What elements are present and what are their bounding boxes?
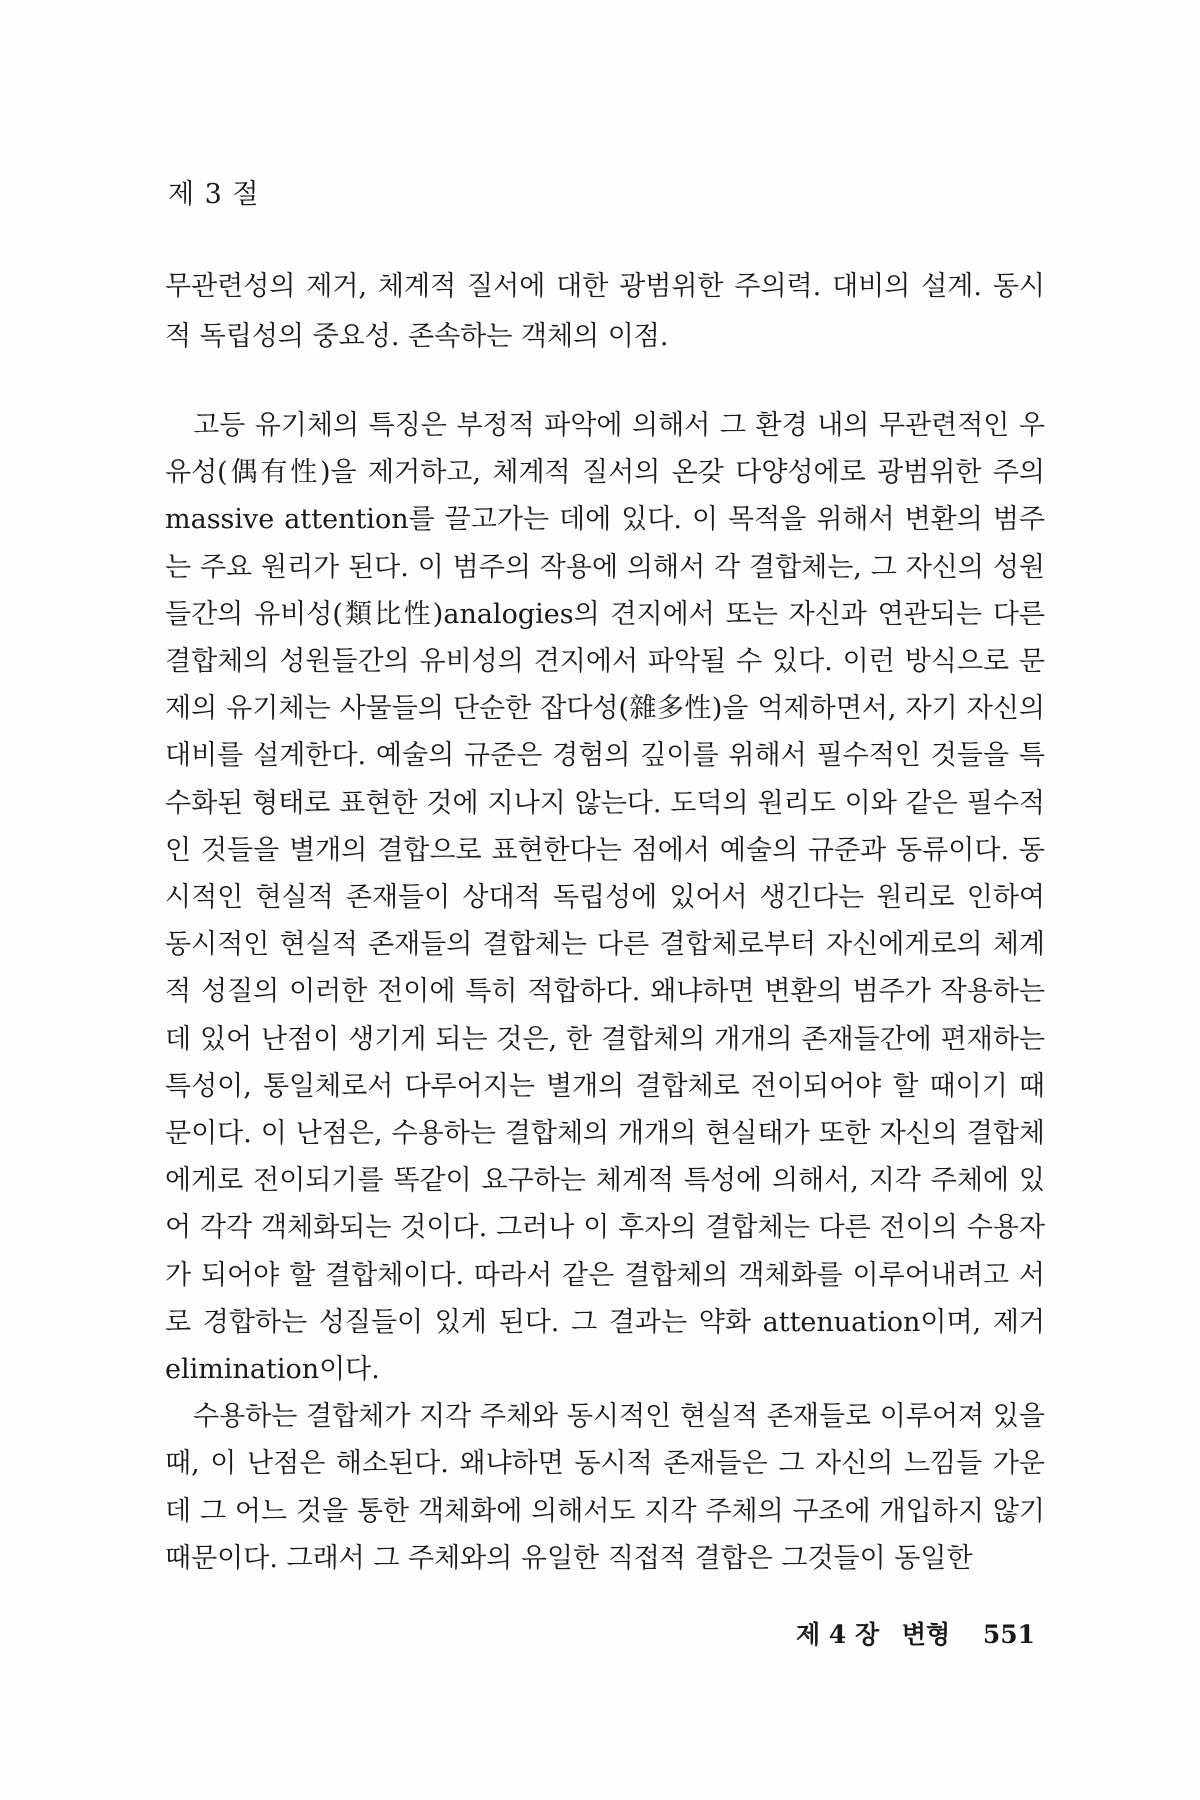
section-heading: 제 3 절 xyxy=(168,179,260,210)
page-number: 551 xyxy=(982,1620,1036,1649)
paragraph-1: 고등 유기체의 특징은 부정적 파악에 의해서 그 환경 내의 무관련적인 우유성(偶有性)을 제거하고, 체계적 질서의 온갖 다양성에로 광범위한 주의 massive attention를 끌고가는 데에 있다. 이 목적을 위해서 변환의 범주는 주요 원리가 된다. 이 범주의 작용에 의해서 각 결합체는, 그 자신의 성원들간의 유비성(類比性)analogies의 견지에서 또는 자신과 연관되는 다른 결합체의 성원들간의 유비성의 견지에서 파악될 수 있다. 이런 방식으로 문제의 유기체는 사물들의 단순한 잡다성(雜多性)을 억제하면서, 자기 자신의 대비를 설계한다. 예술의 규준은 경험의 깊이를 위해서 필수적인 것들을 특수화된 형태로 표현한 것에 지나지 않는다. 도덕의 원리도 이와 같은 필수적인 것들을 별개의 결합으로 표현한다는 점에서 예술의 규준과 동류이다. 동시적인 현실적 존재들이 상대적 독립성에 있어서 생긴다는 원리로 인하여 동시적인 현실적 존재들의 결합체는 다른 결합체로부터 자신에게로의 체계적 성질의 이러한 전이에 특히 적합하다. 왜냐하면 변환의 범주가 작용하는 데 있어 난점이 생기게 되는 것은, 한 결합체의 개개의 존재들간에 편재하는 특성이, 통일체로서 다루어지는 별개의 결합체로 전이되어야 할 때이기 때문이다. 이 난점은, 수용하는 결합체의 개개의 현실태가 또한 자신의 결합체에게로 전이되기를 똑같이 요구하는 체계적 특성에 의해서, 지각 주체에 있어 각각 객체화되는 것이다. 그러나 이 후자의 결합체는 다른 전이의 수용자가 되어야 할 결합체이다. 따라서 같은 결합체의 객체화를 이루어내려고 서로 경합하는 성질들이 있게 된다. 그 결과는 약화 attenuation이며, 제거 elimination이다. xyxy=(165,410,1045,1386)
footer-chapter: 제 4 장 xyxy=(796,1620,880,1649)
paragraph-2: 수용하는 결합체가 지각 주체와 동시적인 현실적 존재들로 이루어져 있을 때, 이 난점은 해소된다. 왜냐하면 동시적 존재들은 그 자신의 느낌들 가운데 그 어느 것을 통한 객체화에 의해서도 지각 주체의 구조에 개입하지 않기 때문이다. 그래서 그 주체와의 유일한 직접적 결합은 그것들이 동일한 xyxy=(165,1401,1045,1574)
section-summary: 무관련성의 제거, 체계적 질서에 대한 광범위한 주의력. 대비의 설계. 동시적 독립성의 중요성. 존속하는 객체의 이점. xyxy=(165,271,1045,352)
body-text xyxy=(165,402,1045,1582)
running-footer xyxy=(796,1615,1035,1651)
footer-chapter-title: 변형 xyxy=(901,1620,951,1649)
